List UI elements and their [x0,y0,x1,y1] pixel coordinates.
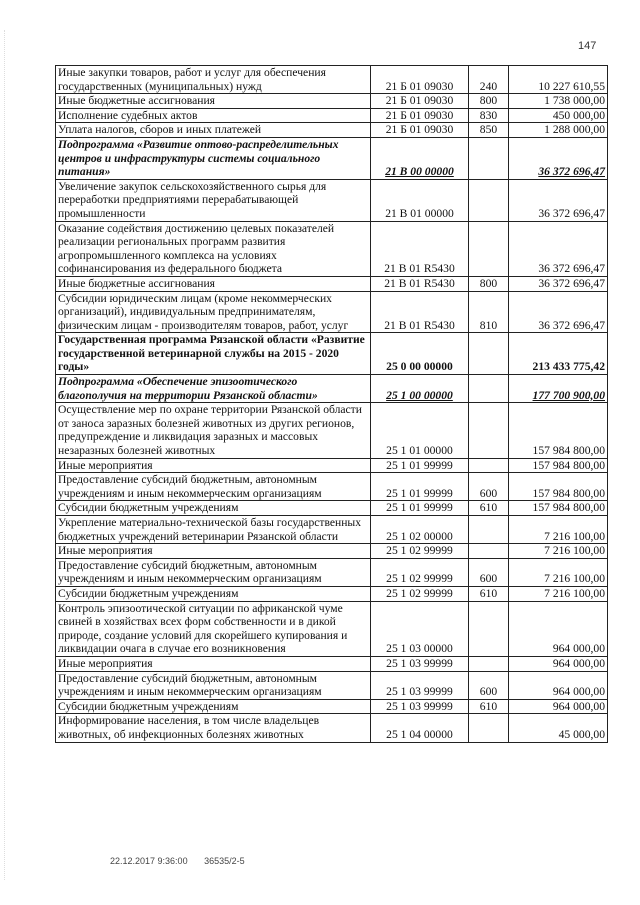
row-code-cell: 25 1 02 99999 [371,586,469,601]
row-code-cell: 25 1 01 00000 [371,403,469,458]
table-row [56,291,608,333]
row-amount-cell: 1 288 000,00 [509,123,608,138]
row-code-cell: 21 В 00 00000 [371,137,469,179]
row-amount-cell: 213 433 775,42 [509,333,608,375]
row-name-cell: Субсидии бюджетным учреждениям [56,586,371,601]
row-vr-cell [469,375,509,403]
row-vr-cell [469,544,509,559]
row-code-cell: 21 Б 01 09030 [371,108,469,123]
table-row [56,473,608,501]
footer [110,856,245,866]
budget-table-body [56,66,608,743]
row-name-cell: Уплата налогов, сборов и иных платежей [56,123,371,138]
row-code-cell: 25 0 00 00000 [371,333,469,375]
footer-doc-id: 36535/2-5 [204,856,245,866]
table-row [56,276,608,291]
row-name-cell: Предоставление субсидий бюджетным, автономным учреждениям и иным некоммерческим организациям [56,473,371,501]
row-amount-cell: 157 984 800,00 [509,403,608,458]
row-code-cell: 25 1 01 99999 [371,458,469,473]
row-vr-cell: 610 [469,699,509,714]
row-vr-cell: 610 [469,501,509,516]
row-amount-cell: 450 000,00 [509,108,608,123]
row-amount-cell: 964 000,00 [509,656,608,671]
footer-timestamp: 22.12.2017 9:36:00 [110,856,188,866]
row-vr-cell: 800 [469,276,509,291]
row-amount-cell: 157 984 800,00 [509,458,608,473]
row-amount-cell: 177 700 900,00 [509,375,608,403]
row-vr-cell [469,403,509,458]
table-row [56,516,608,544]
row-vr-cell [469,516,509,544]
row-amount-cell: 10 227 610,55 [509,66,608,94]
row-name-cell: Иные бюджетные ассигнования [56,94,371,109]
row-vr-cell: 830 [469,108,509,123]
row-name-cell: Увеличение закупок сельскохозяйственного сырья для переработки предприятиями перерабатывающей промышленности [56,179,371,221]
row-name-cell: Исполнение судебных актов [56,108,371,123]
row-vr-cell: 600 [469,473,509,501]
table-row [56,108,608,123]
row-code-cell: 25 1 02 99999 [371,558,469,586]
row-name-cell: Иные мероприятия [56,544,371,559]
table-row [56,601,608,656]
row-name-cell: Иные закупки товаров, работ и услуг для обеспечения государственных (муниципальных) нужд [56,66,371,94]
budget-table [55,65,608,743]
row-code-cell: 21 Б 01 09030 [371,123,469,138]
row-vr-cell [469,137,509,179]
row-vr-cell [469,656,509,671]
table-row [56,66,608,94]
row-vr-cell: 600 [469,671,509,699]
row-vr-cell: 800 [469,94,509,109]
row-code-cell: 25 1 01 99999 [371,501,469,516]
table-row [56,94,608,109]
row-name-cell: Государственная программа Рязанской области «Развитие государственной ветеринарной службы на 2015 - 2020 годы» [56,333,371,375]
row-amount-cell: 964 000,00 [509,699,608,714]
table-row [56,714,608,742]
row-amount-cell: 157 984 800,00 [509,473,608,501]
row-code-cell: 21 Б 01 09030 [371,66,469,94]
table-row [56,123,608,138]
row-name-cell: Контроль эпизоотической ситуации по африканской чуме свиней в хозяйствах всех форм собственности и в дикой природе, создание условий для скорейшего купирования и ликвидации очага в случае его возникновения [56,601,371,656]
table-row [56,403,608,458]
row-vr-cell [469,714,509,742]
row-amount-cell: 7 216 100,00 [509,586,608,601]
row-vr-cell [469,179,509,221]
row-name-cell: Предоставление субсидий бюджетным, автономным учреждениям и иным некоммерческим организациям [56,558,371,586]
table-row [56,699,608,714]
row-vr-cell: 610 [469,586,509,601]
row-name-cell: Иные мероприятия [56,656,371,671]
row-code-cell: 21 В 01 R5430 [371,276,469,291]
row-name-cell: Иные мероприятия [56,458,371,473]
table-row [56,333,608,375]
row-code-cell: 21 В 01 R5430 [371,291,469,333]
table-row [56,221,608,276]
row-name-cell: Иные бюджетные ассигнования [56,276,371,291]
row-name-cell: Информирование населения, в том числе владельцев животных, об инфекционных болезнях животных [56,714,371,742]
row-vr-cell [469,333,509,375]
row-amount-cell: 7 216 100,00 [509,558,608,586]
row-amount-cell: 964 000,00 [509,601,608,656]
row-amount-cell: 7 216 100,00 [509,544,608,559]
table-row [56,458,608,473]
row-amount-cell: 45 000,00 [509,714,608,742]
row-code-cell: 25 1 04 00000 [371,714,469,742]
row-vr-cell: 810 [469,291,509,333]
row-vr-cell: 240 [469,66,509,94]
row-amount-cell: 1 738 000,00 [509,94,608,109]
row-name-cell: Подпрограмма «Обеспечение эпизоотического благополучия на территории Рязанской области» [56,375,371,403]
row-code-cell: 21 В 01 00000 [371,179,469,221]
table-row [56,656,608,671]
table-row [56,179,608,221]
row-amount-cell: 964 000,00 [509,671,608,699]
row-code-cell: 25 1 02 99999 [371,544,469,559]
row-vr-cell [469,458,509,473]
row-code-cell: 21 В 01 R5430 [371,221,469,276]
table-row [56,375,608,403]
row-vr-cell: 600 [469,558,509,586]
row-vr-cell: 850 [469,123,509,138]
row-code-cell: 25 1 01 99999 [371,473,469,501]
row-vr-cell [469,221,509,276]
row-code-cell: 25 1 03 99999 [371,656,469,671]
row-name-cell: Субсидии бюджетным учреждениям [56,699,371,714]
row-name-cell: Оказание содействия достижению целевых показателей реализации региональных программ развития агропромышленного комплекса на условиях софинансирования из федерального бюджета [56,221,371,276]
row-amount-cell: 36 372 696,47 [509,137,608,179]
row-vr-cell [469,601,509,656]
row-code-cell: 21 Б 01 09030 [371,94,469,109]
row-code-cell: 25 1 03 99999 [371,699,469,714]
table-row [56,137,608,179]
row-amount-cell: 36 372 696,47 [509,276,608,291]
scan-margin [4,30,8,880]
row-name-cell: Субсидии бюджетным учреждениям [56,501,371,516]
row-code-cell: 25 1 02 00000 [371,516,469,544]
row-amount-cell: 7 216 100,00 [509,516,608,544]
table-row [56,671,608,699]
row-name-cell: Укрепление материально-технической базы государственных бюджетных учреждений ветеринарии Рязанской области [56,516,371,544]
row-amount-cell: 36 372 696,47 [509,291,608,333]
row-amount-cell: 36 372 696,47 [509,221,608,276]
row-amount-cell: 36 372 696,47 [509,179,608,221]
row-code-cell: 25 1 03 99999 [371,671,469,699]
table-row [56,501,608,516]
page-number: 147 [578,40,597,52]
row-name-cell: Подпрограмма «Развитие оптово-распределительных центров и инфраструктуры системы социального питания» [56,137,371,179]
table-row [56,586,608,601]
row-name-cell: Осуществление мер по охране территории Рязанской области от заноса заразных болезней животных из других регионов, предупреждение и ликвидация заразных и массовых незаразных болезней животных [56,403,371,458]
table-row [56,544,608,559]
row-name-cell: Предоставление субсидий бюджетным, автономным учреждениям и иным некоммерческим организациям [56,671,371,699]
table-row [56,558,608,586]
row-name-cell: Субсидии юридическим лицам (кроме некоммерческих организаций), индивидуальным предпринимателям, физическим лицам - производителям товаров, работ, услуг [56,291,371,333]
row-code-cell: 25 1 00 00000 [371,375,469,403]
row-code-cell: 25 1 03 00000 [371,601,469,656]
row-amount-cell: 157 984 800,00 [509,501,608,516]
